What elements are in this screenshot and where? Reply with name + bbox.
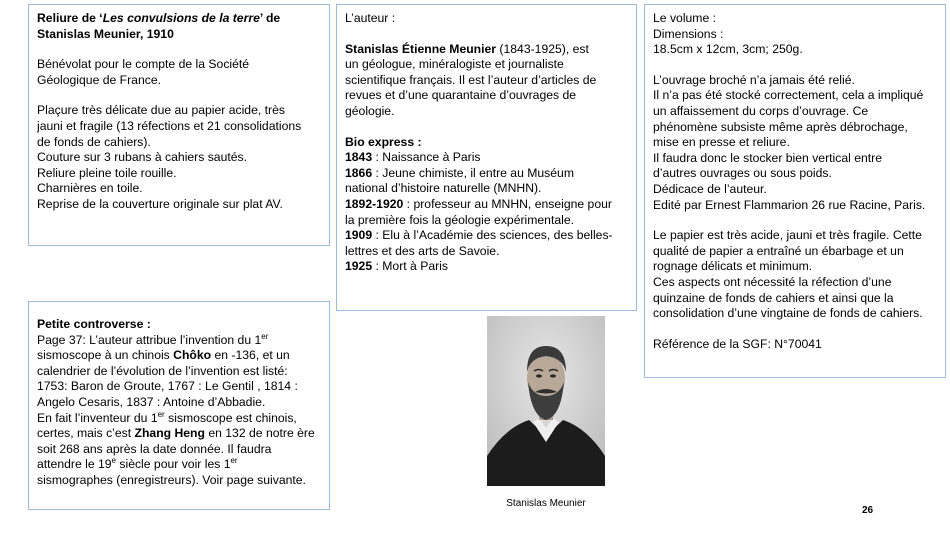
author-heading: L’auteur : [345, 11, 396, 25]
bio-entry: national d’histoire naturelle (MNHN). [345, 181, 542, 196]
bio-entry: 1909 : Elu à l’Académie des sciences, des belles- [345, 228, 613, 243]
volume-info-box [644, 4, 946, 378]
volume-text-line: consolidation d’une vingtaine de fonds de cahiers. [653, 306, 923, 321]
controversy-line: sismographes (enregistreurs). Voir page suivante. [37, 472, 306, 487]
binding-title-line2: Stanislas Meunier, 1910 [37, 26, 174, 41]
page-number: 26 [862, 505, 874, 516]
bio-entry: 1925 : Mort à Paris [345, 259, 448, 274]
volume-text-line: quinzaine de fonds de cahiers et ainsi que la [653, 290, 894, 305]
volume-text-line: Edité par Ernest Flammarion 26 rue Racine, Paris. [653, 197, 926, 212]
controversy-line: soit 268 ans après la date donnée. Il faudra [37, 441, 272, 456]
controversy-line: Page 37: L’auteur attribue l’invention du 1er [37, 331, 269, 347]
binding-text-line: jauni et fragile (13 réfections et 21 consolidations [37, 118, 302, 133]
volume-text-line: rognage délicats et minimum. [653, 259, 813, 274]
volume-text-line: qualité de papier a entraîné un ébarbage et un [653, 243, 904, 258]
controversy-line: 1753: Baron de Groute, 1767 : Le Gentil , 1814 : [37, 379, 298, 394]
volume-text-line: Il n’a pas été stocké correctement, cela a impliqué [653, 88, 924, 103]
bio-title: Bio express : [345, 134, 422, 149]
controversy-line: certes, mais c’est Zhang Heng en 132 de notre ère [37, 426, 315, 441]
binding-title: Reliure de ‘Les convulsions de la terre’ de [37, 11, 281, 25]
binding-text-line: Plaçure très délicate due au papier acide, très [37, 103, 285, 118]
binding-text-line: Charnières en toile. [37, 181, 143, 196]
bio-entry: lettres et des arts de Savoie. [345, 243, 500, 258]
binding-text-line: Géologique de France. [37, 72, 161, 87]
bio-entry: 1892-1920 : professeur au MNHN, enseigne pour [345, 196, 612, 211]
sgf-reference: Référence de la SGF: N°70041 [653, 336, 822, 351]
author-info-box [336, 4, 637, 311]
volume-text-line: Dédicace de l’auteur. [653, 181, 767, 196]
volume-text-line: mise en presse et reliure. [653, 135, 790, 150]
volume-text-line: Dimensions : [653, 26, 724, 41]
volume-text-line: un affaissement du corps d’ouvrage. Ce [653, 103, 869, 118]
author-text-line: géologie. [345, 103, 395, 118]
volume-text-line: L’ouvrage broché n’a jamais été relié. [653, 72, 855, 87]
controversy-line: calendrier de l’évolution de l’invention est listé: [37, 363, 288, 378]
author-text-line: un géologue, minéralogiste et journaliste [345, 57, 564, 72]
controversy-line: En fait l’inventeur du 1er sismoscope est chinois, [37, 409, 297, 425]
controversy-line: sismoscope à un chinois Chôko en -136, et un [37, 348, 290, 363]
binding-text-line: Reprise de la couverture originale sur plat AV. [37, 196, 283, 211]
binding-text-line: Bénévolat pour le compte de la Société [37, 57, 250, 72]
author-portrait [487, 316, 605, 486]
author-text-line: revues et d’une quarantaine d’ouvrages de [345, 88, 577, 103]
controversy-box [28, 301, 330, 510]
volume-text-line: Il faudra donc le stocker bien vertical entre [653, 150, 882, 165]
volume-text-line: 18.5cm x 12cm, 3cm; 250g. [653, 42, 803, 57]
binding-text-line: de fonds de cahiers). [37, 134, 151, 149]
volume-text-line: d’autres ouvrages ou sous poids. [653, 166, 832, 181]
bio-entry: 1843 : Naissance à Paris [345, 150, 481, 165]
bio-entry: la première fois la géologie expérimentale. [345, 212, 574, 227]
volume-text-line: phénomène subsiste même après débrochage, [653, 119, 908, 134]
binding-text-line: Reliure pleine toile rouille. [37, 165, 177, 180]
volume-text-line: Le papier est très acide, jauni et très fragile. Cette [653, 228, 922, 243]
bio-entry: 1866 : Jeune chimiste, il entre au Muséum [345, 165, 574, 180]
controversy-line: Angelo Cesaris, 1837 : Antoine d’Abbadie. [37, 394, 266, 409]
binding-text-line: Couture sur 3 rubans à cahiers sautés. [37, 150, 248, 165]
binding-info-box [28, 4, 330, 246]
volume-heading: Le volume : [653, 11, 717, 25]
controversy-line: attendre le 19e siècle pour voir les 1er [37, 456, 238, 472]
volume-text-line: Ces aspects ont nécessité la réfection d’une [653, 274, 892, 289]
portrait-caption: Stanislas Meunier [506, 498, 586, 509]
controversy-heading: Petite controverse : [37, 317, 151, 331]
author-text-line: scientifique français. Il est l’auteur d’articles de [345, 72, 597, 87]
author-intro: Stanislas Étienne Meunier (1843-1925), est [345, 41, 589, 56]
